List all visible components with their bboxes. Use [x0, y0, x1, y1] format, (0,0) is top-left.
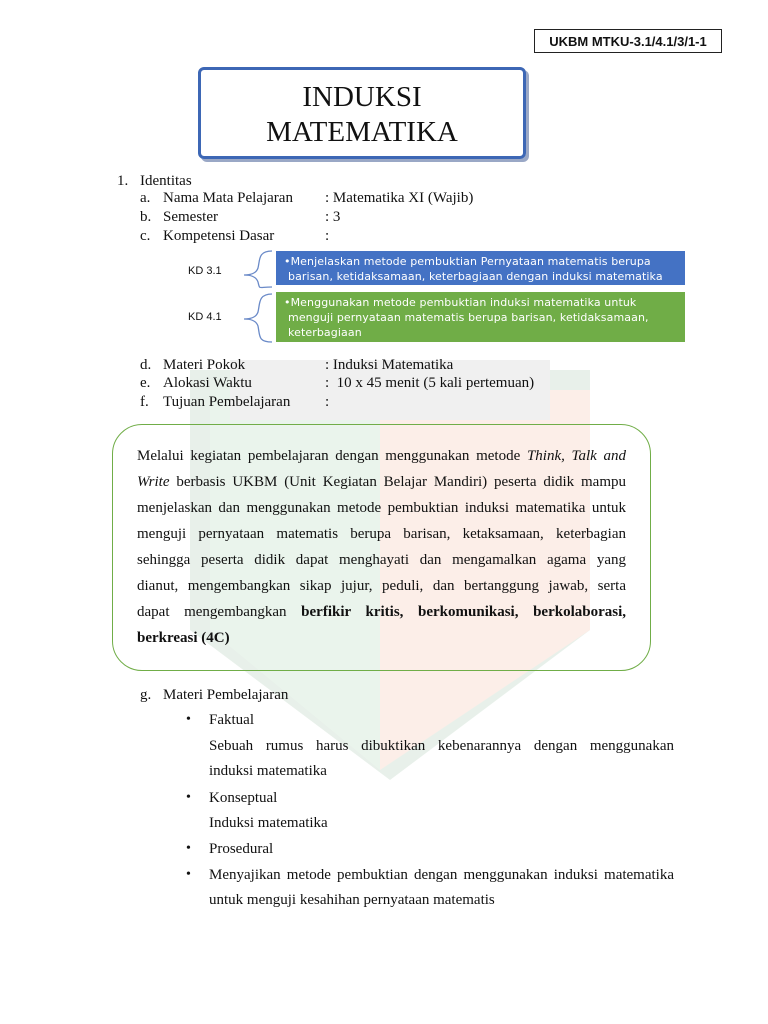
- row-value: :: [325, 394, 330, 410]
- objective-line: menguji pernyataan matematis berupa barisan, ketaksamaan, keterbagian: [137, 526, 626, 542]
- kd-line: •Menggunakan metode pembuktian induksi matematika untuk: [284, 296, 637, 309]
- kd-line: barisan, ketidaksamaan, keterbagiaan dengan induksi matematika: [288, 270, 663, 283]
- objective-line: [137, 625, 626, 651]
- kd-line: keterbagiaan: [288, 326, 362, 339]
- objective-line: [137, 443, 626, 469]
- objective-line: [137, 599, 626, 625]
- brace-icon: [236, 248, 276, 348]
- kd-line: menguji pernyataan matematis berupa barisan, ketidaksamaan,: [288, 311, 649, 324]
- row-value: : Matematika XI (Wajib): [325, 190, 474, 206]
- objective-text: Melalui kegiatan pembelajaran dengan menggunakan metode: [137, 448, 527, 464]
- objective-line: dianut, mengembangkan sikap jujur, peduli, dan bertanggung jawab, serta: [137, 578, 626, 594]
- materi-item-title: Faktual: [209, 712, 254, 728]
- materi-item-text: untuk menguji kesahihan pernyataan matematis: [209, 892, 495, 908]
- title-line-2: MATEMATIKA: [266, 116, 458, 148]
- kd-label: KD 4.1: [188, 311, 222, 323]
- row-label: Kompetensi Dasar: [163, 228, 275, 244]
- row-letter: d.: [140, 357, 152, 373]
- bullet-icon: •: [186, 841, 191, 856]
- objective-line: menjelaskan dan menggunakan metode pembuktian induksi matematika untuk: [137, 500, 626, 516]
- section-heading: Identitas: [140, 173, 192, 189]
- learning-objective-box: [112, 424, 651, 671]
- objective-text: berbasis UKBM (Unit Kegiatan Belajar Mandiri) peserta didik mampu: [169, 474, 626, 490]
- row-value: : 3: [325, 209, 341, 225]
- row-letter: a.: [140, 190, 151, 206]
- materi-item-title: Menyajikan metode pembuktian dengan menggunakan induksi matematika: [209, 867, 674, 883]
- materi-item-text: induksi matematika: [209, 763, 327, 779]
- row-label: Nama Mata Pelajaran: [163, 190, 293, 206]
- row-label: Alokasi Waktu: [163, 375, 252, 391]
- row-label: Semester: [163, 209, 218, 225]
- materi-item-text: Induksi matematika: [209, 815, 328, 831]
- materi-item-title: Konseptual: [209, 790, 278, 806]
- row-letter: b.: [140, 209, 152, 225]
- bullet-icon: •: [186, 867, 191, 882]
- row-label: Tujuan Pembelajaran: [163, 394, 291, 410]
- row-value: : 10 x 45 menit (5 kali pertemuan): [325, 375, 535, 391]
- row-letter: g.: [140, 687, 152, 703]
- section-number: 1.: [117, 173, 129, 189]
- kd-description-box: [276, 292, 685, 342]
- skills-highlight: berkreasi (4C): [137, 630, 230, 646]
- objective-text: dapat mengembangkan: [137, 604, 302, 620]
- section-heading: Materi Pembelajaran: [163, 687, 289, 703]
- row-letter: c.: [140, 228, 151, 244]
- materi-item-text: Sebuah rumus harus dibuktikan kebenarannya dengan menggunakan: [209, 738, 674, 754]
- objective-line: [137, 469, 626, 495]
- bullet-icon: •: [186, 712, 191, 727]
- kd-description-box: [276, 251, 685, 285]
- row-letter: f.: [140, 394, 149, 410]
- row-letter: e.: [140, 375, 151, 391]
- materi-item-title: Prosedural: [209, 841, 274, 857]
- kd-label: KD 3.1: [188, 265, 222, 277]
- kd-line: •Menjelaskan metode pembuktian Pernyataan matematis berupa: [284, 255, 651, 268]
- method-name: Think, Talk and: [526, 448, 627, 464]
- row-value: :: [325, 228, 330, 244]
- bullet-icon: •: [186, 790, 191, 805]
- page-title: [198, 67, 526, 159]
- document-code: UKBM MTKU-3.1/4.1/3/1-1: [534, 29, 722, 53]
- skills-highlight: berfikir kritis, berkomunikasi, berkolaborasi,: [301, 604, 626, 620]
- method-name: Write: [137, 474, 170, 490]
- row-value: : Induksi Matematika: [325, 357, 454, 373]
- objective-line: sehingga peserta didik dapat menghayati dan mengamalkan agama yang: [137, 552, 626, 568]
- row-label: Materi Pokok: [163, 357, 246, 373]
- title-line-1: INDUKSI: [302, 81, 422, 113]
